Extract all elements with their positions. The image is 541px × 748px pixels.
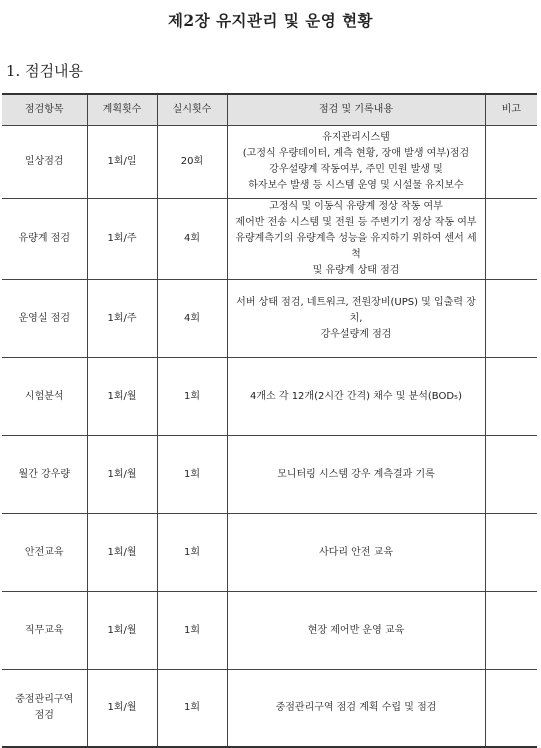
cell-planned: 1회/주 [87,199,157,280]
table-header-row [2,94,537,126]
cell-actual: 4회 [157,199,227,280]
cell-note [485,670,537,748]
cell-planned: 1회/월 [87,436,157,514]
cell-item: 안전교육 [2,514,87,592]
content-line: 사다리 안전 교육 [319,546,393,558]
table-row [2,199,537,280]
cell-item [2,670,87,748]
item-line: 점검 [34,710,54,721]
content-line: 모니터링 시스템 강우 계측결과 기록 [277,468,435,480]
cell-content [227,592,485,670]
chapter-title: 제2장 유지관리 및 운영 현황 [167,11,374,30]
cell-item: 일상점검 [2,126,87,199]
content-line: (고정식 우량데이터, 계측 현황, 장애 발생 여부)점검 [242,148,470,159]
cell-actual: 1회 [157,358,227,436]
cell-content [227,514,485,592]
cell-actual: 1회 [157,670,227,748]
cell-actual: 1회 [157,592,227,670]
cell-item: 직무교육 [2,592,87,670]
cell-planned: 1회/월 [87,514,157,592]
cell-item: 운영실 점검 [2,280,87,358]
table-row [2,514,537,592]
cell-item: 시험분석 [2,358,87,436]
content-line: 제어반 전송 시스템 및 전원 등 주변기기 정상 작동 여부 [235,217,477,228]
content-line: 강우설량계 점검 [320,328,392,340]
cell-actual: 4회 [157,280,227,358]
cell-planned: 1회/월 [87,592,157,670]
content-line: 4개소 각 12개(2시간 간격) 채수 및 분석(BOD₅) [250,390,462,402]
cell-actual: 1회 [157,436,227,514]
cell-planned: 1회/주 [87,280,157,358]
cell-item: 월간 강우량 [2,436,87,514]
cell-note [485,514,537,592]
cell-planned: 1회/월 [87,670,157,748]
header-note: 비고 [485,94,537,126]
header-content: 점검 및 기록내용 [227,94,485,126]
cell-note [485,126,537,199]
cell-note [485,199,537,280]
content-line: 하자보수 발생 등 시스템 운영 및 시설물 유지보수 [248,180,464,191]
content-line: 유지관리시스템 [322,132,390,143]
header-planned: 계획횟수 [87,94,157,126]
header-actual: 실시횟수 [157,94,227,126]
table-row [2,670,537,748]
content-line: 및 유량계 상태 점검 [312,265,400,276]
table-row [2,592,537,670]
cell-content [227,280,485,358]
cell-note [485,592,537,670]
content-line: 중점관리구역 점검 계획 수립 및 점검 [275,702,437,713]
content-line: 고정식 및 이동식 유량계 정상 작동 여부 [269,201,443,212]
cell-item: 유량계 점검 [2,199,87,280]
cell-note [485,358,537,436]
cell-content [227,199,485,280]
cell-planned: 1회/일 [87,126,157,199]
cell-note [485,280,537,358]
cell-actual: 1회 [157,514,227,592]
inspection-table [2,93,537,748]
cell-note [485,436,537,514]
cell-content [227,436,485,514]
table-row [2,280,537,358]
table-row [2,358,537,436]
cell-actual: 20회 [157,126,227,199]
content-line: 현장 제어반 운영 교육 [307,624,405,636]
header-item: 점검항목 [2,94,87,126]
cell-content [227,670,485,748]
section-heading: 1. 점검내용 [6,62,84,80]
content-line: 유량계측기의 유량계측 성능을 유지하기 위하여 센서 세척 [235,233,477,260]
table-row [2,436,537,514]
item-line: 중점관리구역 [15,694,74,705]
cell-planned: 1회/월 [87,358,157,436]
cell-content [227,126,485,199]
content-line: 강우설량계 작동여부, 주민 민원 발생 및 [269,164,443,175]
cell-content [227,358,485,436]
table-row [2,126,537,199]
content-line: 서버 상태 점검, 네트워크, 전원장비(UPS) 및 입출력 장치, [236,296,476,324]
